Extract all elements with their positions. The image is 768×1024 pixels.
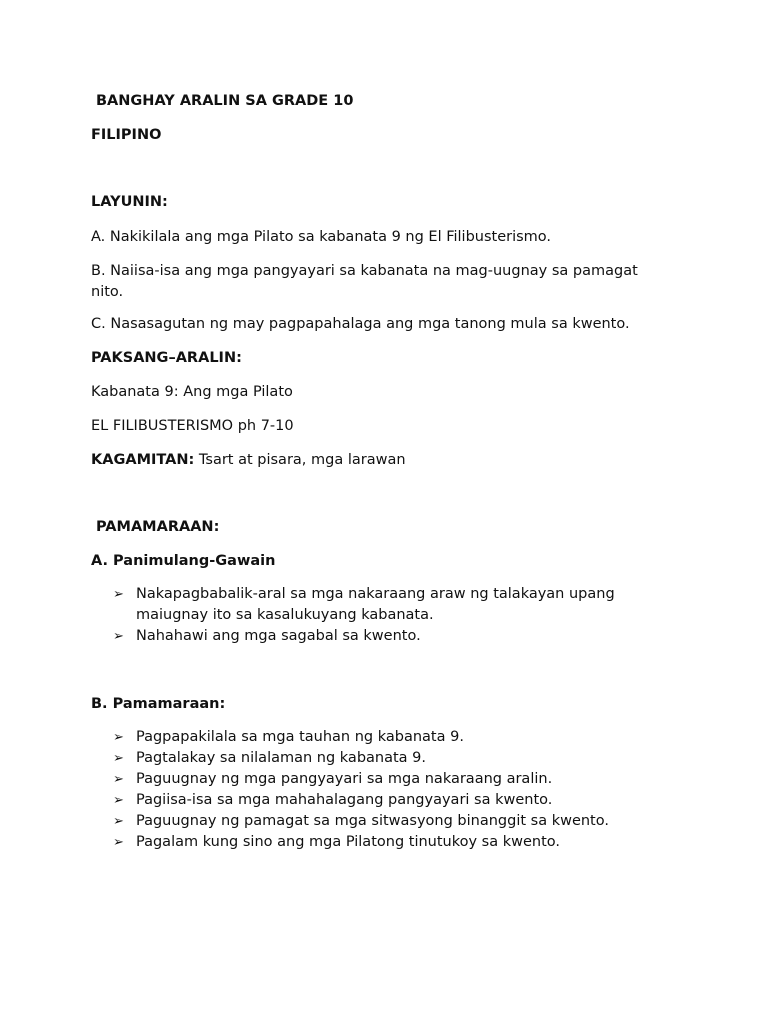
subject-label: FILIPINO (91, 127, 162, 143)
arrow-bullet-icon: ➢ (113, 629, 124, 644)
arrow-bullet-icon: ➢ (113, 793, 124, 808)
section-a-list (113, 584, 656, 647)
pamamaraan-heading: PAMAMARAAN: (96, 519, 220, 535)
list-item: ➢ Nakapagbabalik-aral sa mga nakaraang araw ng talakayan upang maiugnay ito sa kasalukuyang kabanata. (113, 586, 615, 623)
arrow-bullet-icon: ➢ (113, 772, 124, 787)
arrow-bullet-icon: ➢ (113, 587, 124, 602)
objective-a: A. Nakikilala ang mga Pilato sa kabanata 9 ng El Filibusterismo. (91, 229, 552, 245)
section-a-heading: A. Panimulang-Gawain (91, 553, 276, 569)
objective-c: C. Nasasagutan ng may pagpapahalaga ang mga tanong mula sa kwento. (91, 316, 630, 332)
materials-line (91, 450, 406, 471)
document-title: BANGHAY ARALIN SA GRADE 10 (96, 93, 354, 109)
section-b-list (113, 727, 656, 853)
list-item: ➢ Nahahawi ang mga sagabal sa kwento. (113, 626, 656, 647)
lesson-reference: EL FILIBUSTERISMO ph 7-10 (91, 418, 294, 434)
list-item: ➢ Pagpapakilala sa mga tauhan ng kabanata 9. (113, 727, 656, 748)
arrow-bullet-icon: ➢ (113, 730, 124, 745)
layunin-heading: LAYUNIN: (91, 194, 168, 210)
objective-b: B. Naiisa-isa ang mga pangyayari sa kabanata na mag-uugnay sa pamagat nito. (91, 263, 638, 300)
list-item: ➢ Paguugnay ng pamagat sa mga sitwasyong binanggit sa kwento. (113, 811, 656, 832)
paksang-aralin-heading: PAKSANG–ARALIN: (91, 350, 242, 366)
arrow-bullet-icon: ➢ (113, 751, 124, 766)
arrow-bullet-icon: ➢ (113, 814, 124, 829)
list-item: ➢ Pagalam kung sino ang mga Pilatong tinutukoy sa kwento. (113, 832, 656, 853)
list-item: ➢ Paguugnay ng mga pangyayari sa mga nakaraang aralin. (113, 769, 656, 790)
materials-value: Tsart at pisara, mga larawan (194, 452, 406, 468)
section-b-heading: B. Pamamaraan: (91, 696, 226, 712)
lesson-topic: Kabanata 9: Ang mga Pilato (91, 384, 293, 400)
materials-label: KAGAMITAN: (91, 452, 195, 468)
arrow-bullet-icon: ➢ (113, 835, 124, 850)
list-item: ➢ Pagiisa-isa sa mga mahahalagang pangyayari sa kwento. (113, 790, 656, 811)
list-item: ➢ Pagtalakay sa nilalaman ng kabanata 9. (113, 748, 656, 769)
